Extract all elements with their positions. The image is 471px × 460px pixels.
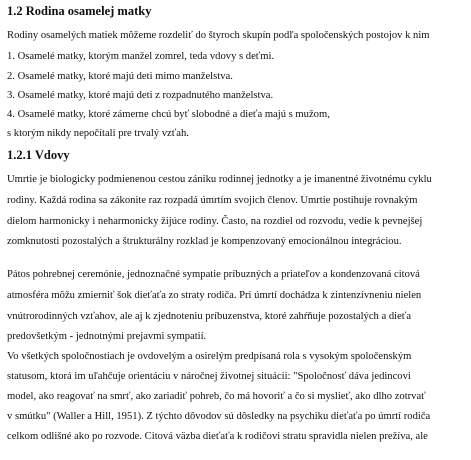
list-item-continuation: s ktorým nikdy nepočítali pre trvalý vzťah. — [7, 128, 189, 139]
list-item: 1. Osamelé matky, ktorým manžel zomrel, teda vdovy s deťmi. — [7, 51, 275, 62]
list-item: 3. Osamelé matky, ktoré majú deti z rozpadnutého manželstva. — [7, 90, 274, 101]
section-heading: 1.2 Rodina osamelej matky — [7, 4, 152, 18]
paragraph-line: statusom, ktorá im uľahčuje orientáciu v náročnej životnej situácii: "Spoločnosť dáva jedincovi — [7, 371, 411, 382]
paragraph-line: Umrtie je biologicky podmienenou cestou zániku rodinnej jednotky a je imanentné životnému cyklu — [7, 174, 432, 185]
paragraph-line: v smútku" (Waller a Hill, 1951). Z týchto dôvodov sú dôsledky na psychiku dieťaťa po úmrtí rodiča — [7, 411, 431, 422]
paragraph-line: zomknutosti pozostalých a štrukturálny rozklad je kompenzovaný emocionálnou integráciou. — [7, 236, 402, 247]
paragraph-line: vnútrorodinných vzťahov, ale aj k zjednoteniu príbuzenstva, ktoré zahŕňuje pozostalých a dieťa — [7, 311, 412, 322]
paragraph-line: model, ako reagovať na smrť, ako zariadiť pohreb, čo má hovoriť a čo si myslieť, ako dlho zotrvať — [7, 391, 426, 402]
list-item: 2. Osamelé matky, ktoré majú deti mimo manželstva. — [7, 71, 233, 82]
list-item: 4. Osamelé matky, ktoré zámerne chcú byť slobodné a dieťa majú s mužom, — [7, 109, 330, 120]
paragraph-line: Pátos pohrebnej ceremónie, jednoznačné sympatie príbuzných a priateľov a kondenzovaná citová — [7, 269, 420, 280]
paragraph-line: predovšetkým - jednotnými prejavmi sympatií. — [7, 331, 207, 342]
paragraph-line: dielom harmonicky i neharmonicky žijúce rodiny. Často, na rozdiel od rozvodu, vedie k pevnejšej — [7, 216, 423, 227]
paragraph-line: Vo všetkých spoločnostiach je ovdovelým a osirelým predpísaná rola s vysokým spoločenským — [7, 351, 412, 362]
paragraph-line: celkom odlišné ako po rozvode. Citová väzba dieťaťa k rodičovi stratu spravidla nielen prežíva, ale — [7, 431, 428, 442]
paragraph-line: rodiny. Každá rodina sa zákonite raz rozpadá úmrtím svojich členov. Umrtie postihuje rovnakým — [7, 195, 418, 206]
intro-line: Rodiny osamelých matiek môžeme rozdeliť do štyroch skupín podľa spoločenských postojov k nim — [7, 30, 430, 41]
subsection-heading: 1.2.1 Vdovy — [7, 148, 70, 162]
paragraph-line: atmosféra môžu zmierniť šok dieťaťa zo straty rodiča. Pri úmrtí dochádza k zintenzívneniu nielen — [7, 290, 422, 301]
